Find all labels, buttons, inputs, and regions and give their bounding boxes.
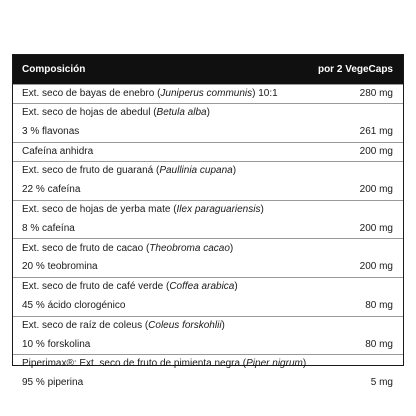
table-row [13, 238, 403, 257]
table-row [13, 296, 403, 315]
ingredient-label [22, 378, 83, 388]
ingredient-label [22, 89, 278, 99]
table-row [13, 258, 403, 277]
ingredient-text: 8 % cafeína [22, 222, 75, 234]
amount-value: 200 mg [359, 146, 393, 158]
ingredient-text: 20 % teobromina [22, 261, 98, 273]
table-row [13, 219, 403, 238]
ingredient-text: Ext. seco de hojas de yerba mate ( [22, 203, 177, 215]
latin-name: Theobroma cacao [149, 242, 230, 254]
table-row [13, 84, 403, 103]
ingredient-label [22, 205, 264, 215]
ingredient-label [22, 301, 125, 311]
ingredient-text: 3 % flavonas [22, 126, 80, 138]
ingredient-text-suffix: ) [221, 319, 225, 331]
latin-name: Piper nigrum [246, 358, 303, 370]
table-header [13, 55, 403, 84]
ingredient-text: Cafeína anhidra [22, 146, 94, 158]
ingredient-label [22, 166, 236, 176]
ingredient-text-suffix: ) [206, 107, 210, 119]
ingredient-text: 45 % ácido clorogénico [22, 299, 126, 311]
ingredient-text-suffix: ) [302, 358, 307, 370]
amount-value: 200 mg [359, 261, 393, 273]
ingredient-text: 95 % piperina [22, 377, 84, 389]
ingredient-text: 22 % cafeína [22, 184, 81, 196]
amount-value: 80 mg [365, 299, 393, 311]
table-row [13, 316, 403, 335]
ingredient-text: Ext. seco de raíz de coleus ( [22, 319, 149, 331]
ingredient-label [22, 244, 233, 254]
table-row [13, 354, 403, 373]
amount-value: 261 mg [359, 126, 393, 138]
composition-table [12, 54, 404, 389]
header-dose: por 2 VegeCaps [317, 64, 393, 75]
latin-name: Coffea arabica [169, 281, 235, 293]
ingredient-text: Ext. seco de fruto de café verde ( [22, 281, 170, 293]
ingredient-label [22, 340, 90, 350]
ingredient-text: Ext. seco de fruto de guaraná ( [22, 165, 160, 177]
latin-name: Juniperus communis [160, 88, 253, 100]
ingredient-text-suffix: ) [232, 165, 237, 177]
amount-value: 200 mg [359, 184, 393, 196]
ingredient-text-suffix: ) [260, 203, 264, 215]
table-row [13, 142, 403, 161]
ingredient-text-suffix: ) [234, 281, 238, 293]
amount-value: 200 mg [359, 222, 393, 234]
table-row [13, 123, 403, 142]
ingredient-text: Ext. seco de hojas de abedul ( [22, 107, 157, 119]
ingredient-label [22, 282, 238, 292]
table-row [13, 200, 403, 219]
ingredient-text: Piperimax®: Ext. seco de fruto de pimienta negra ( [22, 358, 247, 370]
ingredient-text: Ext. seco de fruto de cacao ( [22, 242, 150, 254]
table-row [13, 161, 403, 180]
ingredient-text: 10 % forskolina [22, 338, 91, 350]
latin-name: Coleus forskohlii [148, 319, 222, 331]
amount-value: 5 mg [370, 377, 393, 389]
ingredient-label [22, 224, 75, 234]
ingredient-label [22, 262, 98, 272]
table-body [13, 84, 403, 393]
ingredient-label [22, 321, 225, 331]
ingredient-text-suffix: ) [229, 242, 234, 254]
ingredient-text-suffix: ) 10:1 [252, 88, 278, 100]
ingredient-label [22, 127, 79, 137]
latin-name: Betula alba [156, 107, 207, 119]
ingredient-label [22, 359, 306, 369]
ingredient-label [22, 147, 93, 157]
table-row [13, 335, 403, 354]
table-row [13, 277, 403, 296]
latin-name: Ilex paraguariensis [176, 203, 261, 215]
header-composition: Composición [22, 64, 86, 75]
ingredient-label [22, 185, 80, 195]
ingredient-text: Ext. seco de bayas de enebro ( [22, 88, 161, 100]
table-row [13, 103, 403, 122]
ingredient-label [22, 108, 210, 118]
table-row [13, 373, 403, 392]
amount-value: 280 mg [359, 88, 393, 100]
latin-name: Paullinia cupana [159, 165, 233, 177]
amount-value: 80 mg [365, 338, 393, 350]
table-row [13, 180, 403, 199]
